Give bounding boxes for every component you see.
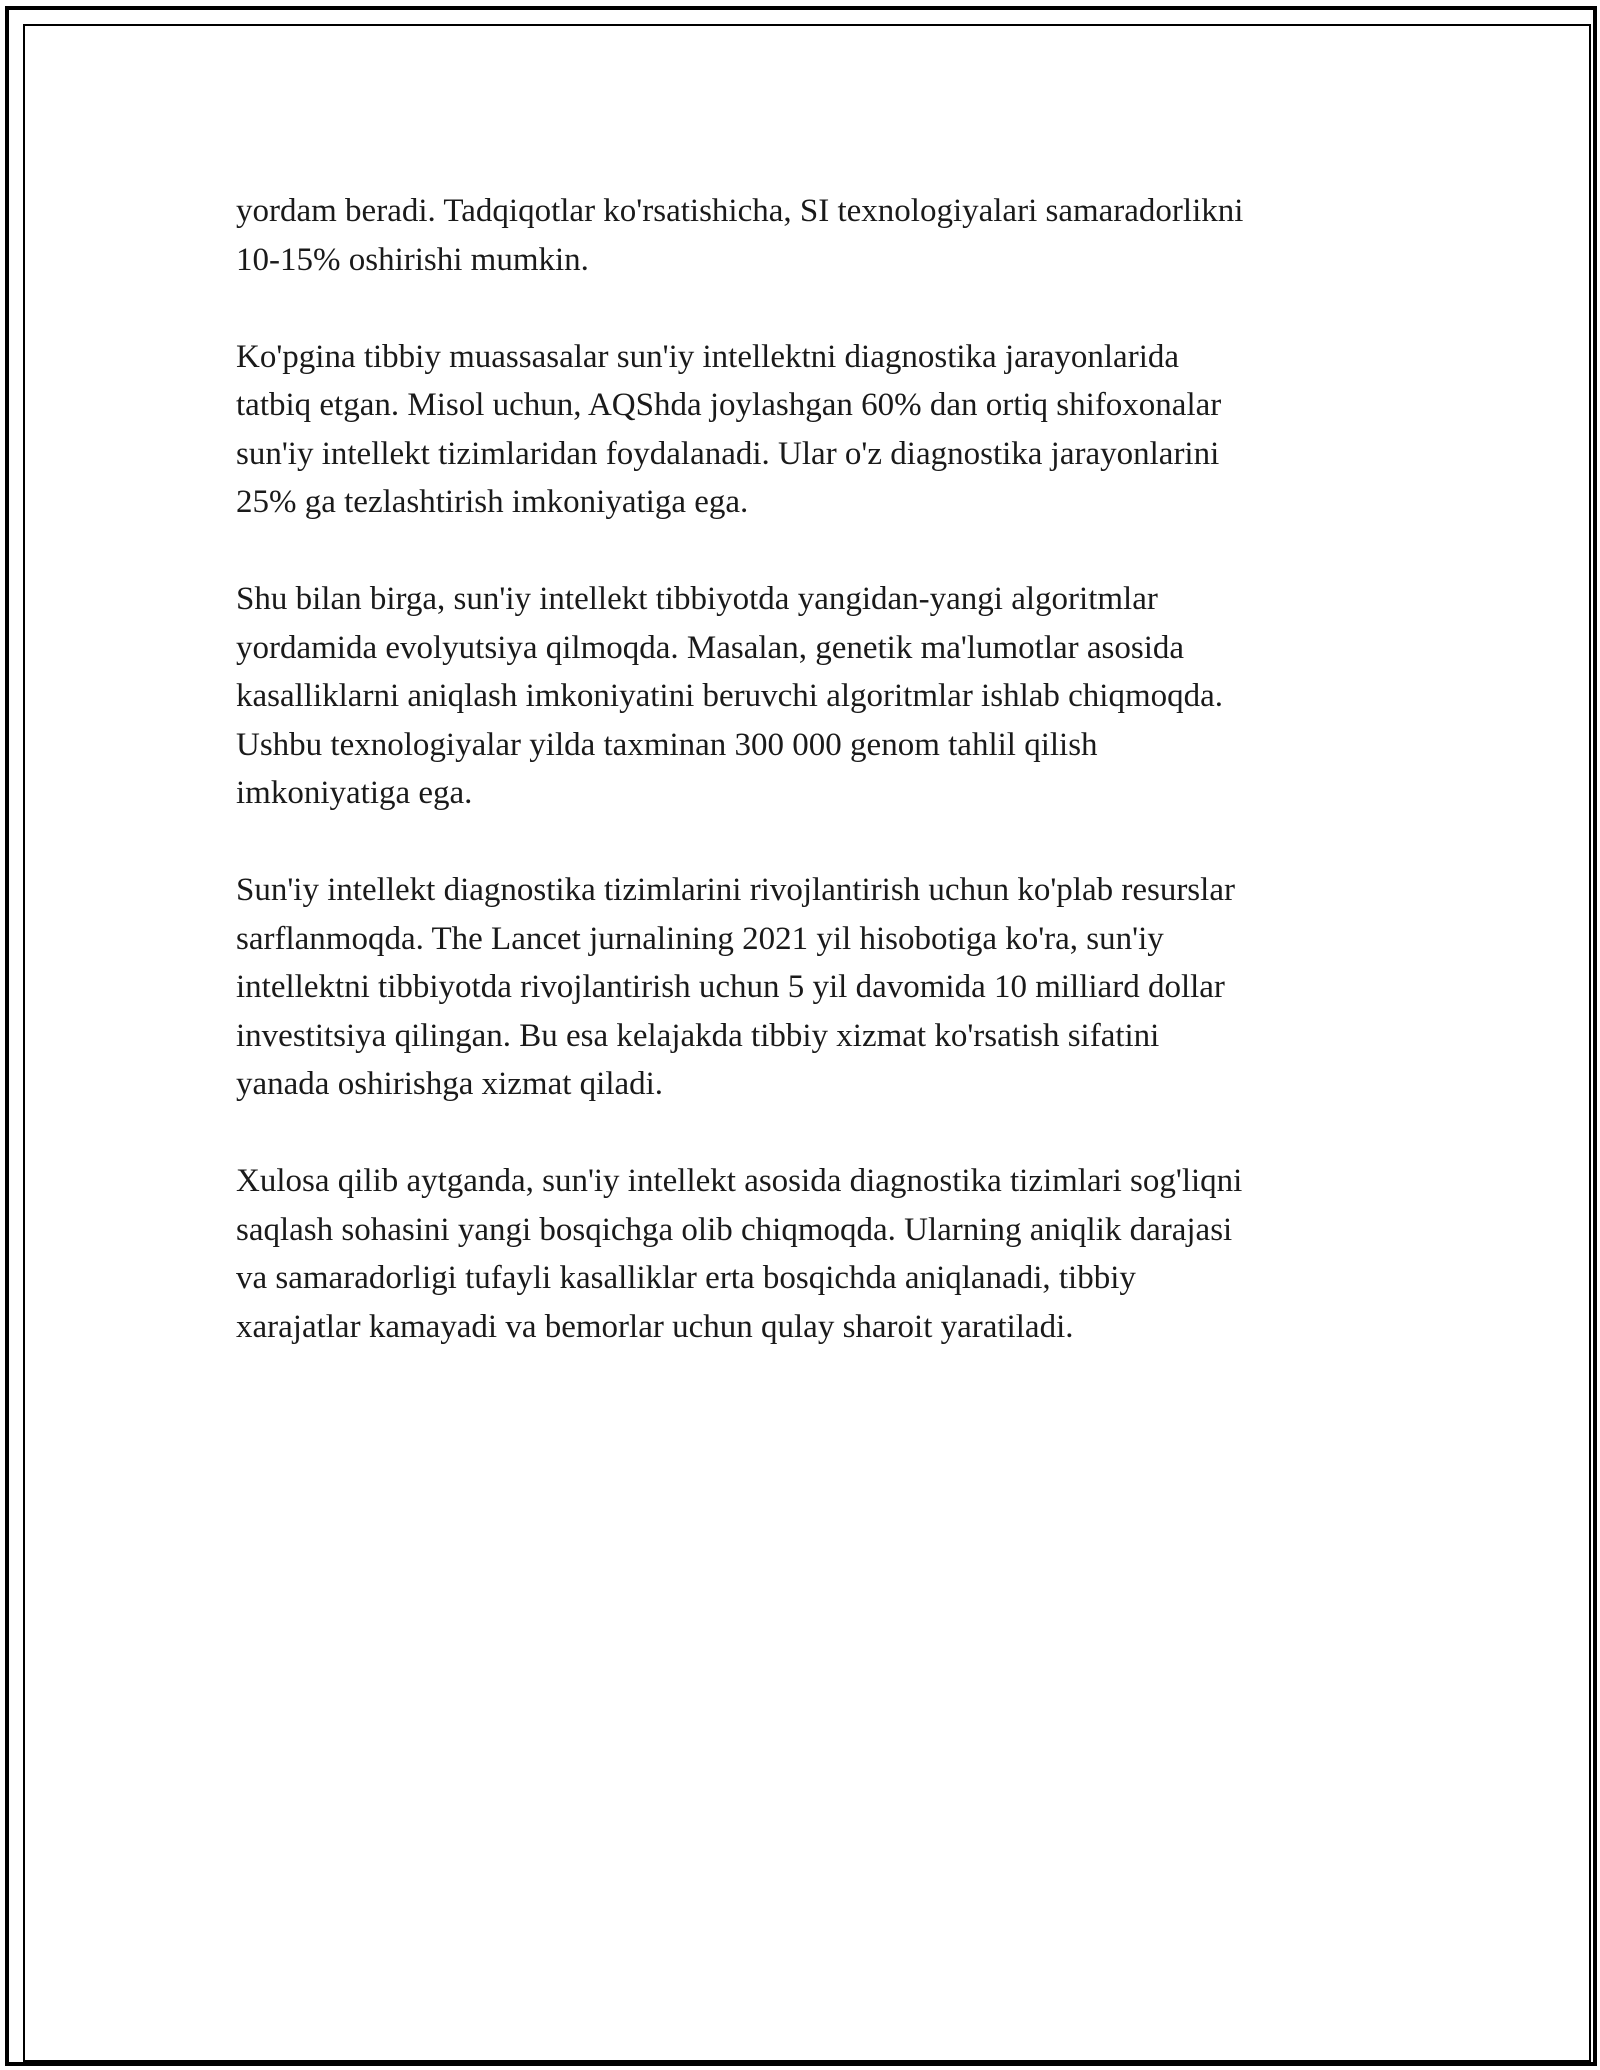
paragraph-1: yordam beradi. Tadqiqotlar ko'rsatishicha, SI texnologiyalari samaradorlikni 10-15% oshirishi mumkin. [236,193,1244,278]
paragraph-3: Shu bilan birga, sun'iy intellekt tibbiyotda yangidan-yangi algoritmlar yordamida evolyutsiya qilmoqda. Masalan, genetik ma'lumotlar asosida kasalliklarni aniqlash imkoniyatini beruvchi algoritmlar ishlab chiqmoqda. Ushbu texnologiyalar yilda taxminan 300 000 genom tahlil qilish imkoniyatiga ega. [236,581,1224,811]
document-body [236,187,1386,1400]
paragraph-2: Ko'pgina tibbiy muassasalar sun'iy intellektni diagnostika jarayonlarida tatbiq etgan. Misol uchun, AQShda joylashgan 60% dan ortiq shifoxonalar sun'iy intellekt tizimlaridan foydalanadi. Ular o'z diagnostika jarayonlarini 25% ga tezlashtirish imkoniyatiga ega. [236,338,1222,520]
paragraph-5: Xulosa qilib aytganda, sun'iy intellekt asosida diagnostika tizimlari sog'liqni saqlash sohasini yangi bosqichga olib chiqmoqda. Ularning aniqlik darajasi va samaradorligi tufayli kasalliklar erta bosqichda aniqlanadi, tibbiy xarajatlar kamayadi va bemorlar uchun qulay sharoit yaratiladi. [236,1163,1243,1345]
paragraph-4: Sun'iy intellekt diagnostika tizimlarini rivojlantirish uchun ko'plab resurslar sarflanmoqda. The Lancet jurnalining 2021 yil hisobotiga ko'ra, sun'iy intellektni tibbiyotda rivojlantirish uchun 5 yil davomida 10 milliard dollar investitsiya qilingan. Bu esa kelajakda tibbiy xizmat ko'rsatish sifatini yanada oshirishga xizmat qiladi. [236,872,1235,1102]
